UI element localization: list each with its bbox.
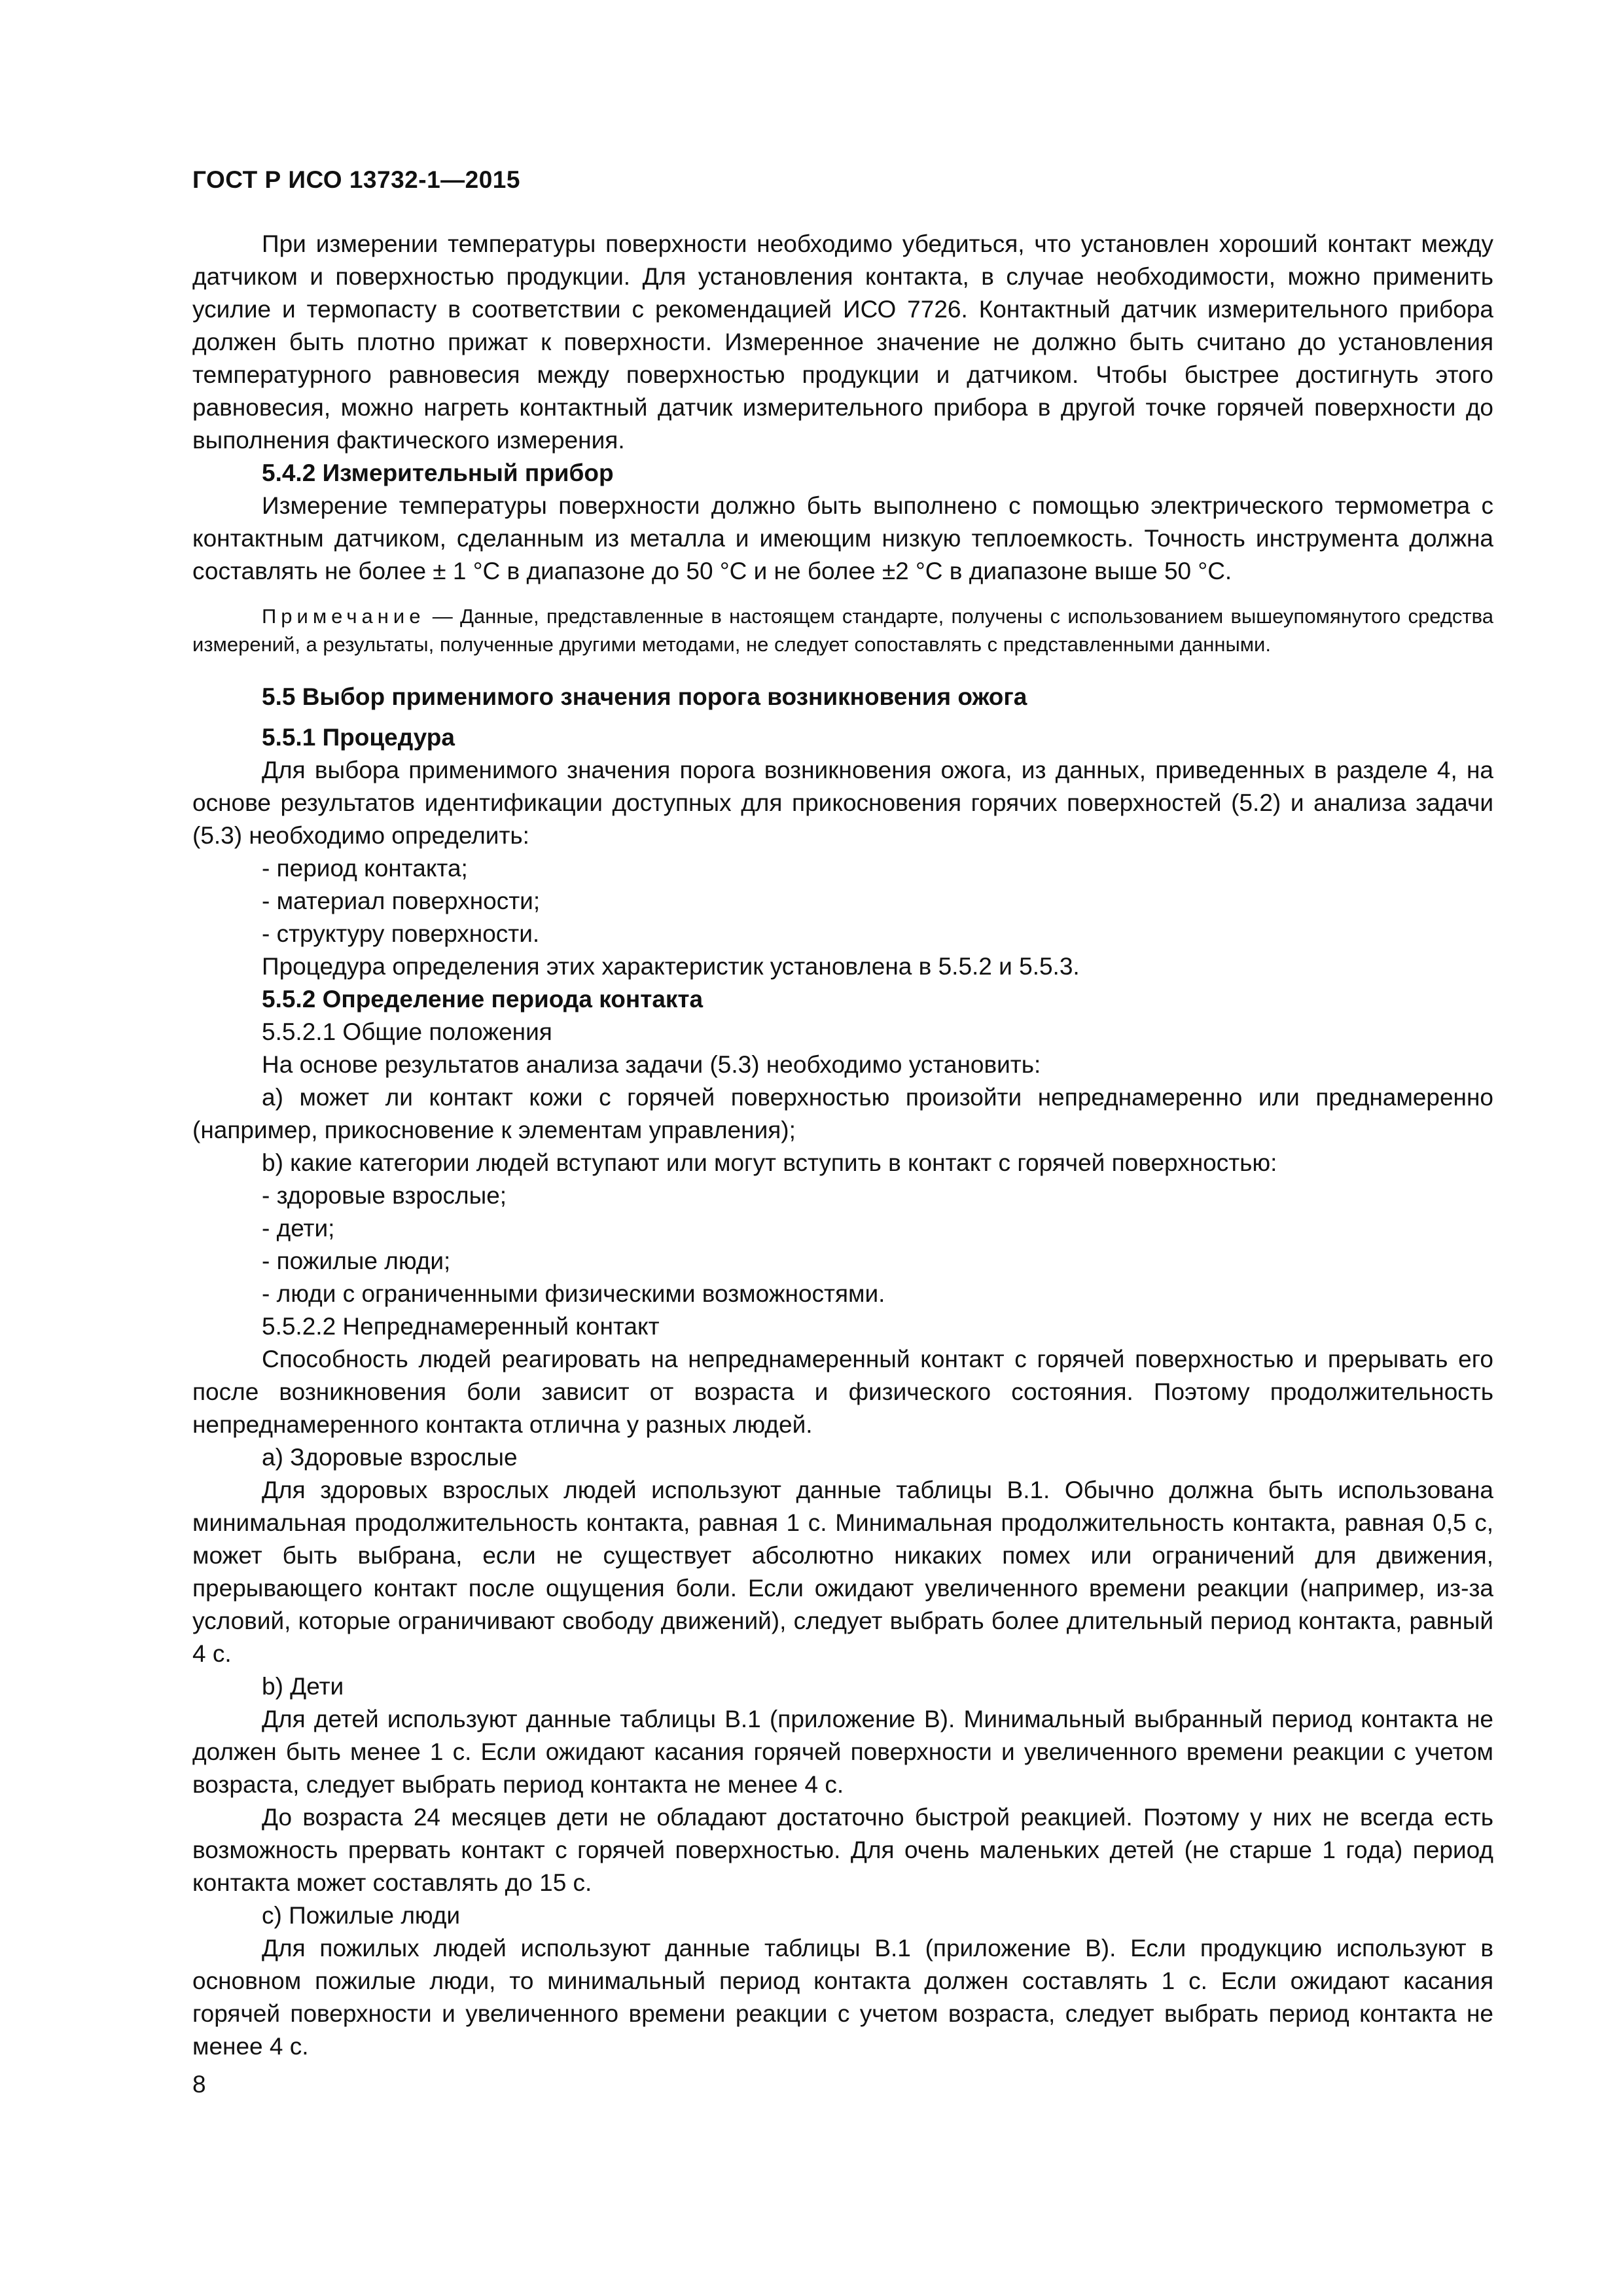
list-item: - дети;	[262, 1215, 335, 1242]
paragraph: Для пожилых людей используют данные таблицы В.1 (приложение В). Если продукцию используют в основном пожилые люди, то минимальный период контакта должен составлять 1 с. Если ожидают касания горячей поверхности и увеличенного времени реакции с учетом возраста, следует выбрать период контакта не менее 4 с.	[192, 1935, 1493, 2060]
list-item: - период контакта;	[262, 855, 468, 882]
paragraph: Измерение температуры поверхности должно быть выполнено с помощью электрического термометра с контактным датчиком, сделанным из металла и имеющим низкую теплоемкость. Точность инструмента должна составлять не более ± 1 °С в диапазоне до 50 °С и не более ±2 °С в диапазоне выше 50 °С.	[192, 492, 1493, 584]
subsection-heading: 5.5.2 Определение периода контакта	[262, 986, 704, 1013]
paragraph: На основе результатов анализа задачи (5.3) необходимо установить:	[262, 1051, 1041, 1078]
list-item: - люди с ограниченными физическими возможностями.	[262, 1280, 885, 1307]
list-item: - пожилые люди;	[262, 1247, 451, 1274]
paragraph: b) какие категории людей вступают или могут вступить в контакт с горячей поверхностью:	[262, 1149, 1277, 1176]
list-item: 5.5.2.1 Общие положения	[262, 1018, 552, 1045]
paragraph: До возраста 24 месяцев дети не обладают достаточно быстрой реакцией. Поэтому у них не всегда есть возможность прервать контакт с горячей поверхностью. Для очень маленьких детей (не старше 1 года) период контакта может составлять до 15 с.	[192, 1804, 1493, 1896]
list-item: - здоровые взрослые;	[262, 1182, 507, 1209]
subsection-heading: 5.5.1 Процедура	[262, 724, 455, 751]
note	[192, 602, 1493, 658]
note-text: — Данные, представленные в настоящем стандарте, получены с использованием вышеупомянутого средства измерений, а результаты, полученные другими методами, не следует сопоставлять с представленными данными.	[192, 605, 1493, 656]
paragraph: Для выбора применимого значения порога возникновения ожога, из данных, приведенных в разделе 4, на основе результатов идентификации доступных для прикосновения горячих поверхностей (5.2) и анализа задачи (5.3) необходимо определить:	[192, 757, 1493, 849]
list-item: - структуру поверхности.	[262, 920, 540, 947]
document-header: ГОСТ Р ИСО 13732-1—2015	[192, 166, 520, 193]
list-item: a) Здоровые взрослые	[262, 1444, 518, 1471]
paragraph: a) может ли контакт кожи с горячей поверхностью произойти непреднамеренно или преднамеренно (например, прикосновение к элементам управления);	[192, 1084, 1493, 1143]
document-body	[192, 228, 1493, 2063]
list-item: b) Дети	[262, 1673, 344, 1700]
list-item: - материал поверхности;	[262, 888, 541, 914]
list-item: c) Пожилые люди	[262, 1902, 461, 1929]
paragraph: Для детей используют данные таблицы В.1 (приложение В). Минимальный выбранный период контакта не должен быть менее 1 с. Если ожидают касания горячей поверхности и увеличенного времени реакции с учетом возраста, следует выбрать период контакта не менее 4 с.	[192, 1706, 1493, 1798]
note-label: Примечание	[262, 605, 425, 628]
list-item: 5.5.2.2 Непреднамеренный контакт	[262, 1313, 660, 1340]
paragraph: Для здоровых взрослых людей используют данные таблицы В.1. Обычно должна быть использована минимальная продолжительность контакта, равная 1 с. Минимальная продолжительность контакта, равная 0,5 с, может быть выбрана, если не существует абсолютно никаких помех или ограничений для движения, прерывающего контакт после ощущения боли. Если ожидают увеличенного времени реакции (например, из-за условий, которые ограничивают свободу движений), следует выбрать более длительный период контакта, равный 4 с.	[192, 1477, 1493, 1667]
section-heading: 5.5 Выбор применимого значения порога возникновения ожога	[262, 683, 1027, 710]
paragraph: При измерении температуры поверхности необходимо убедиться, что установлен хороший контакт между датчиком и поверхностью продукции. Для установления контакта, в случае необходимости, можно применить усилие и термопасту в соответствии с рекомендацией ИСО 7726. Контактный датчик измерительного прибора должен быть плотно прижат к поверхности. Измеренное значение не должно быть считано до установления температурного равновесия между поверхностью продукции и датчиком. Чтобы быстрее достигнуть этого равновесия, можно нагреть контактный датчик измерительного прибора в другой точке горячей поверхности до выполнения фактического измерения.	[192, 230, 1493, 454]
paragraph: Процедура определения этих характеристик установлена в 5.5.2 и 5.5.3.	[262, 953, 1080, 980]
subsection-heading: 5.4.2 Измерительный прибор	[262, 459, 614, 486]
page-number: 8	[192, 2071, 206, 2098]
paragraph: Способность людей реагировать на непреднамеренный контакт с горячей поверхностью и прерывать его после возникновения боли зависит от возраста и физического состояния. Поэтому продолжительность непреднамеренного контакта отлична у разных людей.	[192, 1346, 1493, 1438]
